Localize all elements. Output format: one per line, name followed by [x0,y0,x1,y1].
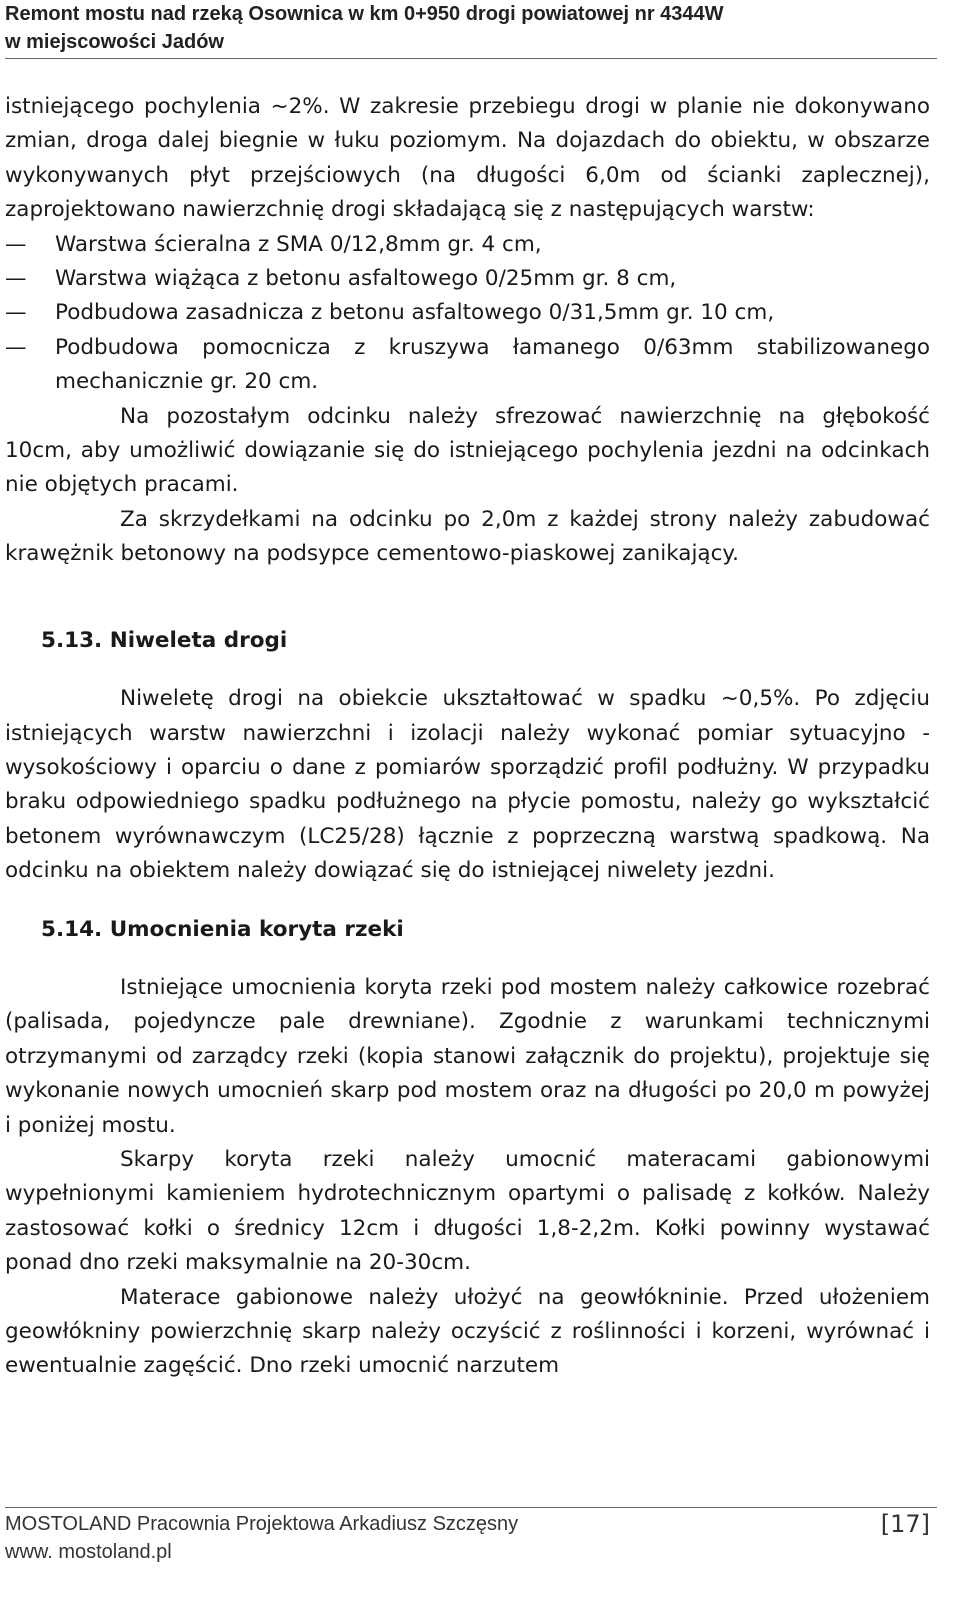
footer-website: www. mostoland.pl [5,1541,172,1563]
section-heading-5-14: 5.14. Umocnienia koryta rzeki [41,916,404,942]
page-number: [17] [880,1510,930,1538]
paragraph-gabion-slopes: Skarpy koryta rzeki należy umocnić materacami gabionowymi wypełnionymi kamieniem hydrotechnicznym opartymi o palisadę z kołków. Należy zastosować kołki o średnicy 12cm i długości 1,8-2,2m. Kołki powinny wystawać ponad dno rzeki maksymalnie na 20-30cm. [5,1146,930,1276]
paragraph-road-surface: istniejącego pochylenia ~2%. W zakresie przebiegu drogi w planie nie dokonywano zmian, droga dalej biegnie w łuku poziomym. Na dojazdach do obiektu, w obszarze wykonywanych płyt przejściowych (na długości 6,0m od ścianki zaplecznej), zaprojektowano nawierzchnię drogi składającą się z następujących warstw: [5,94,930,223]
header-title-line-2: w miejscowości Jadów [5,31,224,53]
section-heading-5-13: 5.13. Niweleta drogi [41,627,288,653]
header-title-line-1: Remont mostu nad rzeką Osownica w km 0+950 drogi powiatowej nr 4344W [5,3,724,25]
layer-item: — Warstwa wiążąca z betonu asfaltowego 0/25mm gr. 8 cm, [5,262,930,296]
footer-divider [5,1507,937,1508]
paragraph-curb: Za skrzydełkami na odcinku po 2,0m z każdej strony należy zabudować krawężnik betonowy na podsypce cementowo-piaskowej zanikający. [5,506,930,567]
layer-item: — Podbudowa pomocnicza z kruszywa łamanego 0/63mm stabilizowanego mechanicznie gr. 20 cm. [5,331,930,400]
paragraph-milling: Na pozostałym odcinku należy sfrezować nawierzchnię na głębokość 10cm, aby umożliwić dowiązanie się do istniejącego pochylenia jezdni na odcinkach nie objętych pracami. [5,403,930,498]
page-footer [5,1510,930,1566]
page-header [5,0,935,56]
layer-item: — Warstwa ścieralna z SMA 0/12,8mm gr. 4 cm, [5,228,930,262]
layer-list [5,228,930,400]
paragraph-grade-line: Niweletę drogi na obiekcie ukształtować w spadku ~0,5%. Po zdjęciu istniejących warstw nawierzchni i izolacji należy wykonać pomiar sytuacyjno - wysokościowy i oparciu o dane z pomiarów sporządzić profil podłużny. W przypadku braku odpowiedniego spadku podłużnego na płycie pomostu, należy go wykształcić betonem wyrównawczym (LC25/28) łącznie z poprzeczną warstwą spadkową. Na odcinku na obiektem należy dowiązać się do istniejącej niwelety jezdni. [5,686,930,884]
footer-organization: MOSTOLAND Pracownia Projektowa Arkadiusz Szczęsny [5,1513,519,1535]
document-body [5,90,930,1384]
header-divider [5,58,937,59]
layer-item: — Podbudowa zasadnicza z betonu asfaltowego 0/31,5mm gr. 10 cm, [5,296,930,330]
paragraph-existing-reinforcement: Istniejące umocnienia koryta rzeki pod mostem należy całkowice rozebrać (palisada, pojedyncze pale drewniane). Zgodnie z warunkami technicznymi otrzymanymi od zarządcy rzeki (kopia stanowi załącznik do projektu), projektuje się wykonanie nowych umocnień skarp pod mostem oraz na długości po 20,0 m powyżej i poniżej mostu. [5,974,930,1138]
paragraph-geotextile: Materace gabionowe należy ułożyć na geowłókninie. Przed ułożeniem geowłókniny powierzchnię skarp należy oczyścić z roślinności i korzeni, wyrównać i ewentualnie zagęścić. Dno rzeki umocnić narzutem [5,1284,930,1379]
